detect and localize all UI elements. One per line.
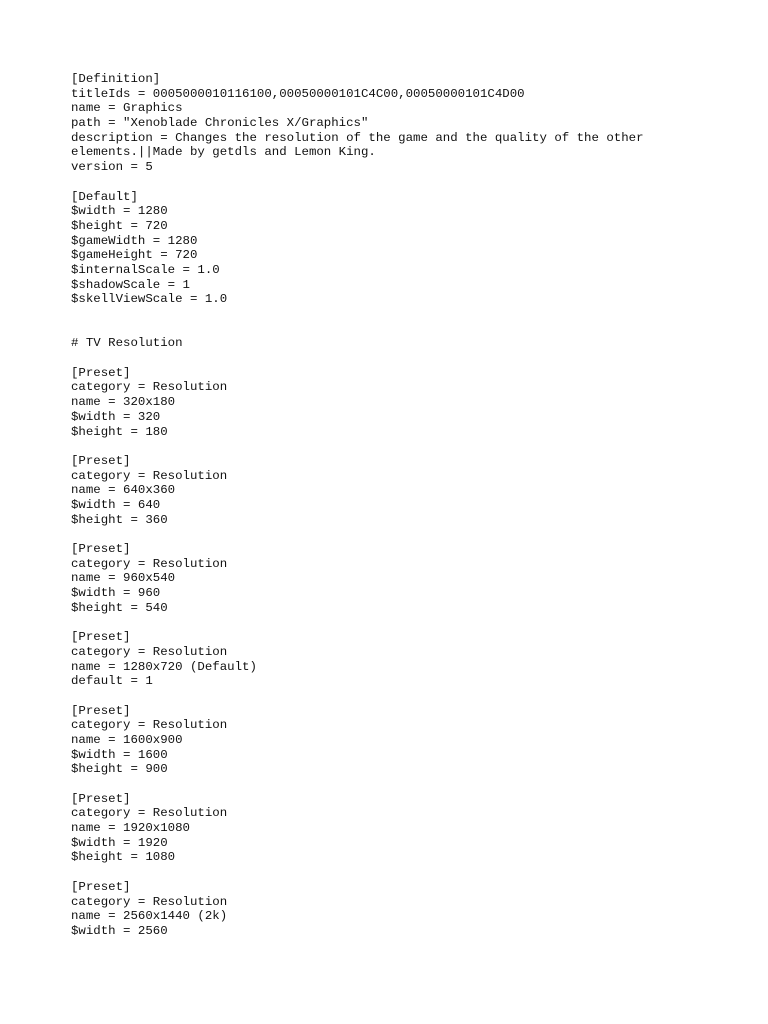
text-line: $width = 1280 [71, 204, 168, 219]
text-line: $gameWidth = 1280 [71, 233, 198, 248]
blank-line [71, 865, 751, 880]
text-line: $height = 1080 [71, 850, 176, 865]
text-line: name = 640x360 [71, 483, 176, 498]
text-line: $internalScale = 1.0 [71, 262, 220, 277]
text-line: name = 1280x720 (Default) [71, 659, 257, 674]
blank-line [71, 322, 751, 337]
blank-line [71, 175, 751, 190]
text-line: $height = 360 [71, 512, 168, 527]
text-line: $height = 540 [71, 600, 168, 615]
document-page [71, 72, 751, 939]
text-line: # TV Resolution [71, 336, 183, 351]
text-line: category = Resolution [71, 468, 228, 483]
text-line: $gameHeight = 720 [71, 248, 198, 263]
text-line: [Preset] [71, 791, 131, 806]
text-line: name = 1920x1080 [71, 821, 190, 836]
text-line: name = Graphics [71, 101, 183, 116]
text-line: [Preset] [71, 703, 131, 718]
text-line: category = Resolution [71, 894, 228, 909]
text-line: [Preset] [71, 630, 131, 645]
text-line: $width = 320 [71, 409, 161, 424]
text-line: category = Resolution [71, 380, 228, 395]
blank-line [71, 307, 751, 322]
blank-line [71, 527, 751, 542]
text-line: [Preset] [71, 879, 131, 894]
text-line: $height = 900 [71, 762, 168, 777]
text-line: [Preset] [71, 542, 131, 556]
text-line: $width = 1920 [71, 835, 168, 850]
text-line: category = Resolution [71, 806, 228, 821]
text-line: [Preset] [71, 365, 131, 380]
blank-line [71, 351, 751, 366]
text-line: version = 5 [71, 160, 153, 175]
text-line: $width = 960 [71, 586, 161, 601]
text-line: [Default] [71, 189, 138, 204]
text-line: $height = 180 [71, 424, 168, 439]
text-line: titleIds = 0005000010116100,00050000101C4C00,00050000101C4D00 [71, 86, 525, 101]
text-line: $skellViewScale = 1.0 [71, 292, 228, 307]
text-line: $width = 2560 [71, 923, 168, 938]
text-line: category = Resolution [71, 644, 228, 659]
text-line: $width = 1600 [71, 747, 168, 762]
text-line: [Preset] [71, 453, 131, 468]
text-line: path = "Xenoblade Chronicles X/Graphics" [71, 116, 369, 131]
text-line: name = 1600x900 [71, 732, 183, 747]
blank-line [71, 439, 751, 454]
text-line: elements.||Made by getdls and Lemon King. [71, 145, 376, 160]
text-line: name = 960x540 [71, 571, 176, 586]
text-line: $width = 640 [71, 497, 161, 512]
text-line: default = 1 [71, 674, 153, 689]
text-line: name = 2560x1440 (2k) [71, 909, 228, 924]
text-line: name = 320x180 [71, 395, 176, 410]
blank-line [71, 615, 751, 630]
blank-line [71, 689, 751, 704]
text-line: description = Changes the resolution of the game and the quality of the other [71, 130, 644, 145]
text-line: $height = 720 [71, 218, 168, 233]
text-line: category = Resolution [71, 718, 228, 733]
text-line: [Definition] [71, 72, 161, 86]
blank-line [71, 777, 751, 792]
text-line: category = Resolution [71, 556, 228, 571]
text-line: $shadowScale = 1 [71, 277, 190, 292]
